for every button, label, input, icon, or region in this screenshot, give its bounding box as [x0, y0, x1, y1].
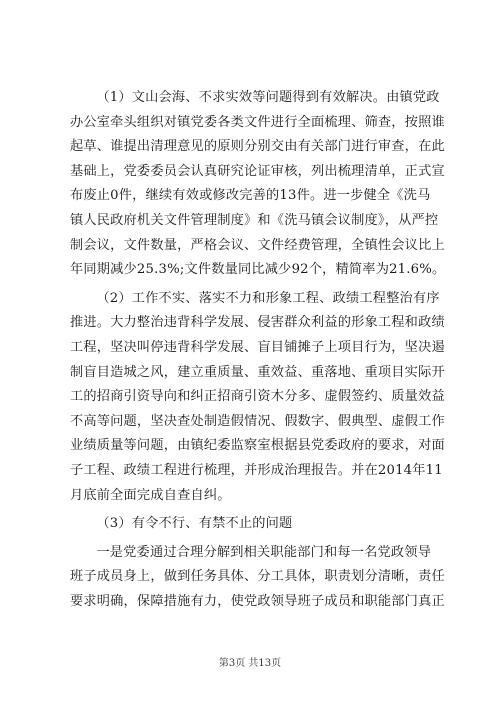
text-line: 工的招商引资导向和纠正招商引资木分多、虚假签约、质量效益 [70, 389, 445, 405]
text-line: （1）文山会海、不求实效等问题得到有效解决。由镇党政 [96, 90, 440, 105]
text-line: 布废止0件，继续有效或修改完善的13件。进一步健全《洗马 [70, 188, 431, 204]
text-line: 制盲目造城之风，建立重质量、重效益、重落地、重项目实际开 [70, 364, 445, 380]
text-line: 推进。大力整治违背科学发展、侵害群众利益的形象工程和政绩 [70, 315, 445, 331]
text-line: 班子成员身上，做到任务具体、分工具体，职责划分清晰，责任 [70, 569, 445, 585]
text-line: 办公室牵头组织对镇党委各类文件进行全面梳理、筛查，按照谁 [70, 114, 445, 130]
text-line: （2）工作不实、落实不力和形象工程、政绩工程整治有序 [96, 290, 440, 306]
text-line: 工程，坚决叫停违背科学发展、盲目铺摊子上项目行为，坚决遏 [70, 339, 445, 355]
text-line: 子工程、政绩工程进行梳理，并形成治理报告。并在2014年11 [70, 462, 443, 478]
page-number-footer: 第3页 共13页 [218, 658, 282, 669]
text-line: 年同期减少25.3%;文件数量同比减少92个，精简率为21.6%。 [70, 262, 446, 278]
text-line: 不高等问题，坚决查处制造假情况、假数字、假典型、虚假工作 [70, 413, 445, 429]
text-line: （3）有令不行、有禁不止的问题 [96, 516, 293, 532]
text-line: 一是党委通过合理分解到相关职能部门和每一名党政领导 [96, 544, 432, 560]
text-line: 制会议，文件数量，严格会议、文件经费管理，全镇性会议比上 [70, 237, 445, 253]
text-line: 基础上，党委委员会认真研究论证审核，列出梳理清单，正式宣 [70, 163, 445, 179]
paragraph-1 [70, 86, 446, 283]
text-line: 镇人民政府机关文件管理制度》和《洗马镇会议制度》，从严控 [70, 212, 439, 228]
paragraph-4 [70, 541, 445, 615]
text-line: 要求明确，保障措施有力，使党政领导班子成员和职能部门真正 [70, 593, 445, 609]
text-line: 起草、谁提出清理意见的原则分别交由有关部门进行审查，在此 [70, 139, 445, 155]
paragraph-3-heading [70, 512, 436, 537]
text-line: 月底前全面完成自查自纠。 [70, 487, 231, 503]
body-text [70, 86, 446, 618]
paragraph-2 [70, 287, 445, 508]
text-line: 业绩质量等问题，由镇纪委监察室根据县党委政府的要求，对面 [70, 438, 445, 454]
